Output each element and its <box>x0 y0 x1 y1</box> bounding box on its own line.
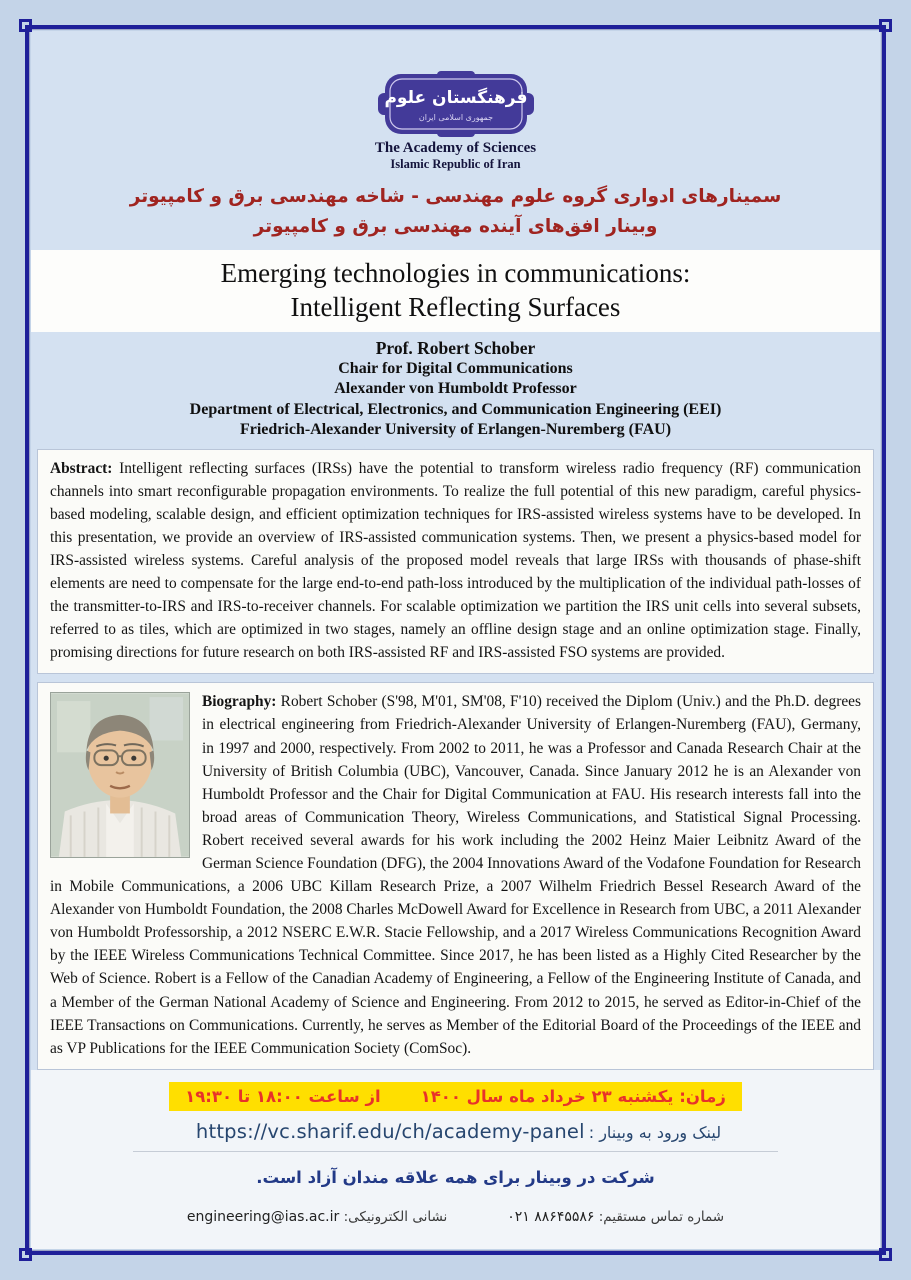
speaker-photo <box>50 692 190 858</box>
talk-title-line-2: Intelligent Reflecting Surfaces <box>290 292 621 322</box>
talk-title-strip <box>31 250 880 332</box>
abstract-section <box>37 449 874 675</box>
talk-title-line-1: Emerging technologies in communications: <box>220 258 691 288</box>
schedule-time: از ساعت ۱۸:۰۰ تا ۱۹:۳۰ <box>185 1086 381 1106</box>
biography-label: Biography: <box>202 693 277 711</box>
biography-section <box>37 682 874 1070</box>
webinar-link-label: لینک ورود به وبینار : <box>588 1122 722 1142</box>
speaker-role-2: Alexander von Humboldt Professor <box>334 380 577 397</box>
phone-label: شماره تماس مستقیم: <box>598 1208 725 1225</box>
frame-corner-ornament <box>879 1248 892 1261</box>
academy-of-sciences-logo-icon <box>377 71 535 137</box>
frame-corner-ornament <box>19 1248 32 1261</box>
speaker-role-1: Chair for Digital Communications <box>338 359 573 377</box>
webinar-url-link[interactable]: https://vc.sharif.edu/ch/academy-panel <box>195 1119 585 1143</box>
decorative-frame <box>25 25 886 1255</box>
abstract-text: Intelligent reflecting surfaces (IRSs) have the potential to transform wireless radio frequency (RF) communication channels into smart reconfigurable propagation environments. To realize the full potential of this new paradigm, careful physics-based modeling, scalable design, and efficient optimization techniques for IRS-assisted wireless systems have to be developed. In this presentation, we provide an overview of IRS-assisted communication systems. Then, we present a physics-based model for IRS-assisted wireless systems. Careful analysis of the proposed model reveals that large IRSs with thousands of phase-shift elements are need to compensate for the large end-to-end path-loss introduced by the multiplication of the individual path-losses of the transmitter-to-IRS and IRS-to-receiver channels. For scalable optimization we partition the IRS unit cells into several subsets, referred to as tiles, which are optimized in two stages, namely an offline design stage and an online optimization stage. Finally, promising directions for future research on both IRS-assisted RF and IRS-assisted FSO systems are provided. <box>50 459 861 662</box>
schedule-highlight <box>169 1082 742 1111</box>
phone-number: ۰۲۱ ۸۸۶۴۵۵۸۶ <box>507 1208 595 1225</box>
divider-rule <box>133 1151 778 1152</box>
schedule-date: زمان: یکشنبه ۲۳ خرداد ماه سال ۱۴۰۰ <box>420 1086 726 1106</box>
logo-subtext: جمهوری اسلامی ایران <box>418 113 493 122</box>
academy-logo-block <box>31 31 880 172</box>
frame-corner-ornament <box>879 19 892 32</box>
frame-corner-ornament <box>19 19 32 32</box>
event-info-panel <box>31 1070 880 1249</box>
biography-text: Robert Schober (S'98, M'01, SM'08, F'10) received the Diplom (Univ.) and the Ph.D. degrees in electrical engineering from Friedrich-Alexander University of Erlangen-Nuremberg (FAU), Germany, in 1997 and 2000, respectively. From 2002 to 2011, he was a Professor and Canada Research Chair at the University of British Columbia (UBC), Vancouver, Canada. Since January 2012 he is an Alexander von Humboldt Professor and the Chair for Digital Communication at FAU. His research interests fall into the broad areas of Communication Theory, Wireless Communications, and Statistical Signal Processing. Robert received several awards for his work including the 2002 Heinz Maier Leibnitz Award of the German Science Foundation (DFG), the 2004 Innovations Award of the Vodafone Foundation for Research in Mobile Communications, a 2006 UBC Killam Research Prize, a 2007 Wilhelm Friedrich Bessel Research Award of the Alexander von Humboldt Foundation, the 2008 Charles McDowell Award for Excellence in Research from UBC, a 2011 Alexander von Humboldt Professorship, a 2012 NSERC E.W.R. Stacie Fellowship, and a 2017 Wireless Communications Recognition Award by the IEEE Wireless Communications Technical Committee. Since 2017, he has been listed as a Highly Cited Researcher by the Web of Science. Robert is a Fellow of the Canadian Academy of Engineering, a Fellow of the Engineering Institute of Canada, and a Member of the German National Academy of Science and Engineering. From 2012 to 2015, he served as Editor-in-Chief of the IEEE Transactions on Communications. Currently, he serves as Member of the Editorial Board of the Proceedings of the IEEE and as VP Publications for the IEEE Communication Society (ComSoc). <box>50 693 861 1057</box>
email-link[interactable]: engineering@ias.ac.ir <box>186 1208 340 1225</box>
speaker-name: Prof. Robert Schober <box>375 338 536 358</box>
series-line-1: سمینارهای ادواری گروه علوم مهندسی - شاخه مهندسی برق و کامپیوتر <box>129 186 782 207</box>
seminar-series-header <box>31 182 880 242</box>
speaker-block <box>31 338 880 441</box>
abstract-label: Abstract: <box>50 459 113 477</box>
series-line-2: وبینار افق‌های آینده مهندسی برق و کامپیوتر <box>253 216 658 237</box>
org-country-en: Islamic Republic of Iran <box>390 157 521 171</box>
logo-calligraphy: فرهنگستان علوم <box>383 88 528 108</box>
webinar-link-line <box>31 1120 880 1143</box>
org-name-en: The Academy of Sciences <box>374 140 537 156</box>
speaker-university: Friedrich-Alexander University of Erlangen-Nuremberg (FAU) <box>239 421 672 438</box>
email-label: نشانی الکترونیکی: <box>343 1208 448 1225</box>
speaker-department: Department of Electrical, Electronics, and Communication Engineering (EEI) <box>189 400 722 418</box>
participation-note: شرکت در وبینار برای همه علاقه مندان آزاد است. <box>256 1167 655 1187</box>
contact-line <box>31 1209 880 1225</box>
